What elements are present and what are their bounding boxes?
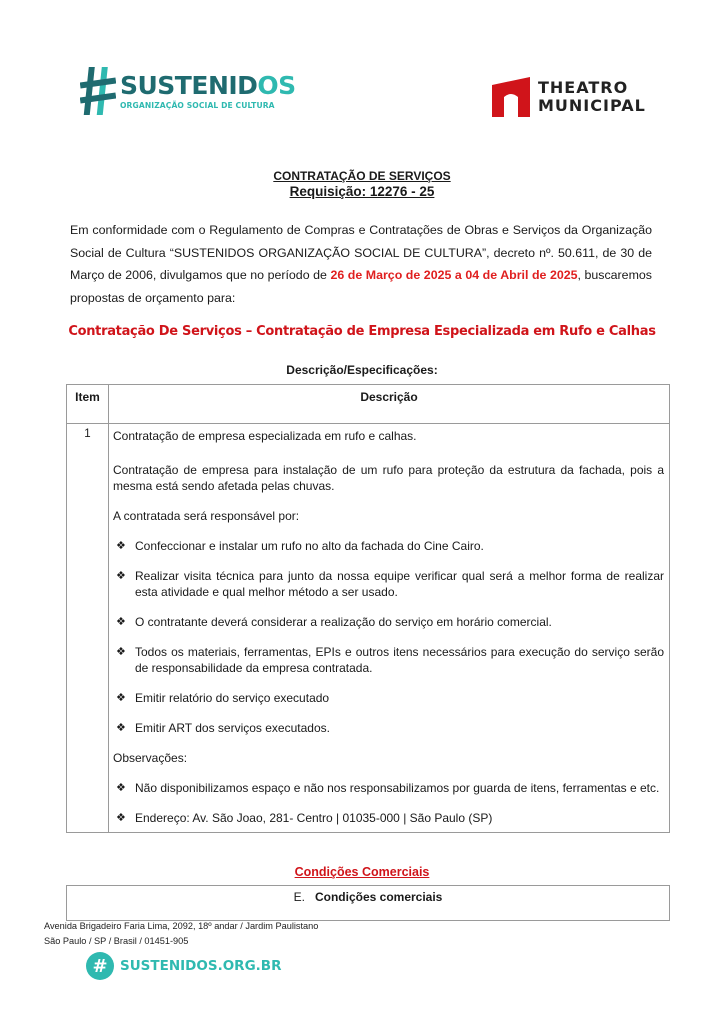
- desc-detail: Contratação de empresa para instalação de um rufo para proteção da estrutura da fachada, pois a mesma está sendo afetada pelas chuvas.: [113, 463, 664, 493]
- conditions-letter: E.: [293, 890, 305, 904]
- hash-circle-icon: #: [86, 952, 114, 980]
- item-description: [109, 424, 670, 833]
- bullet-icon: ❖: [116, 781, 126, 794]
- list-item: ❖ Realizar visita técnica para junto da nossa equipe verificar qual será a melhor forma de realizar esta atividade e qual melhor método a ser usado.: [113, 568, 664, 600]
- bullet-icon: ❖: [116, 811, 126, 824]
- table-row: [67, 424, 670, 833]
- spec-table: [66, 384, 670, 833]
- period-highlight: 26 de Março de 2025 a 04 de Abril de 2025: [330, 268, 578, 282]
- theatro-line1: THEATRO: [538, 78, 629, 97]
- list-item: ❖ Emitir relatório do serviço executado: [113, 690, 664, 706]
- sustenidos-brand: SUSTENIDOS: [120, 70, 296, 100]
- theatro-line2: MUNICIPAL: [538, 96, 646, 115]
- theatro-municipal-logo: [490, 75, 646, 119]
- website-link[interactable]: SUSTENIDOS.ORG.BR: [120, 958, 282, 974]
- bullet-icon: ❖: [116, 721, 126, 734]
- bullet-icon: ❖: [116, 645, 126, 658]
- sustenidos-logo: [80, 64, 296, 118]
- list-item: ❖ Não disponibilizamos espaço e não nos responsabilizamos por guarda de itens, ferramentas e etc.: [113, 780, 664, 796]
- list-item: ❖ Endereço: Av. São Joao, 281- Centro | 01035-000 | São Paulo (SP): [113, 810, 664, 826]
- intro-paragraph: Em conformidade com o Regulamento de Compras e Contratações de Obras e Serviços da Organização Social de Cultura “SUSTENIDOS ORGANIZAÇÃO SOCIAL DE CULTURA”, decreto nº. 50.611, de 30 de Março de 2006, divulgamos que no período de 26 de Março de 2025 a 04 de Abril de 2025, buscaremos propostas de orçamento para:: [70, 223, 652, 305]
- requisition-number: Requisição: 12276 - 25: [289, 184, 435, 199]
- desc-responsibilities-label: A contratada será responsável por:: [113, 509, 300, 523]
- conditions-label: Condições comerciais: [314, 890, 443, 904]
- desc-summary: Contratação de empresa especializada em rufo e calhas.: [113, 429, 417, 443]
- bullet-icon: ❖: [116, 539, 126, 552]
- theatro-arch-icon: [490, 75, 532, 119]
- item-number: 1: [67, 424, 109, 833]
- conditions-box: [66, 885, 670, 921]
- document-title: CONTRATAÇÃO DE SERVIÇOS: [273, 169, 451, 183]
- table-header-row: [67, 385, 670, 424]
- bullet-icon: ❖: [116, 615, 126, 628]
- bullet-icon: ❖: [116, 569, 126, 582]
- sustenidos-tagline: ORGANIZAÇÃO SOCIAL DE CULTURA: [120, 100, 275, 110]
- footer-address: Avenida Brigadeiro Faria Lima, 2092, 18º andar / Jardim Paulistano São Paulo / SP / Brasil / 01451-905: [44, 921, 319, 946]
- hash-logo-icon: [80, 65, 116, 117]
- list-item: ❖ O contratante deverá considerar a realização do serviço em horário comercial.: [113, 614, 664, 630]
- list-item: ❖ Confeccionar e instalar um rufo no alto da fachada do Cine Cairo.: [113, 538, 664, 554]
- spec-heading: Descrição/Especificações:: [286, 363, 438, 377]
- footer-website[interactable]: [86, 952, 281, 980]
- service-heading: Contratação De Serviços – Contratação de Empresa Especializada em Rufo e Calhas: [68, 324, 656, 339]
- conditions-heading: Condições Comerciais: [294, 865, 430, 879]
- col-header-item: Item: [67, 385, 109, 424]
- col-header-description: Descrição: [109, 385, 670, 424]
- list-item: ❖ Todos os materiais, ferramentas, EPIs e outros itens necessários para execução do serviço serão de responsabilidade da empresa contratada.: [113, 644, 664, 676]
- list-item: ❖ Emitir ART dos serviços executados.: [113, 720, 664, 736]
- bullet-icon: ❖: [116, 691, 126, 704]
- observations-label: Observações:: [113, 751, 188, 765]
